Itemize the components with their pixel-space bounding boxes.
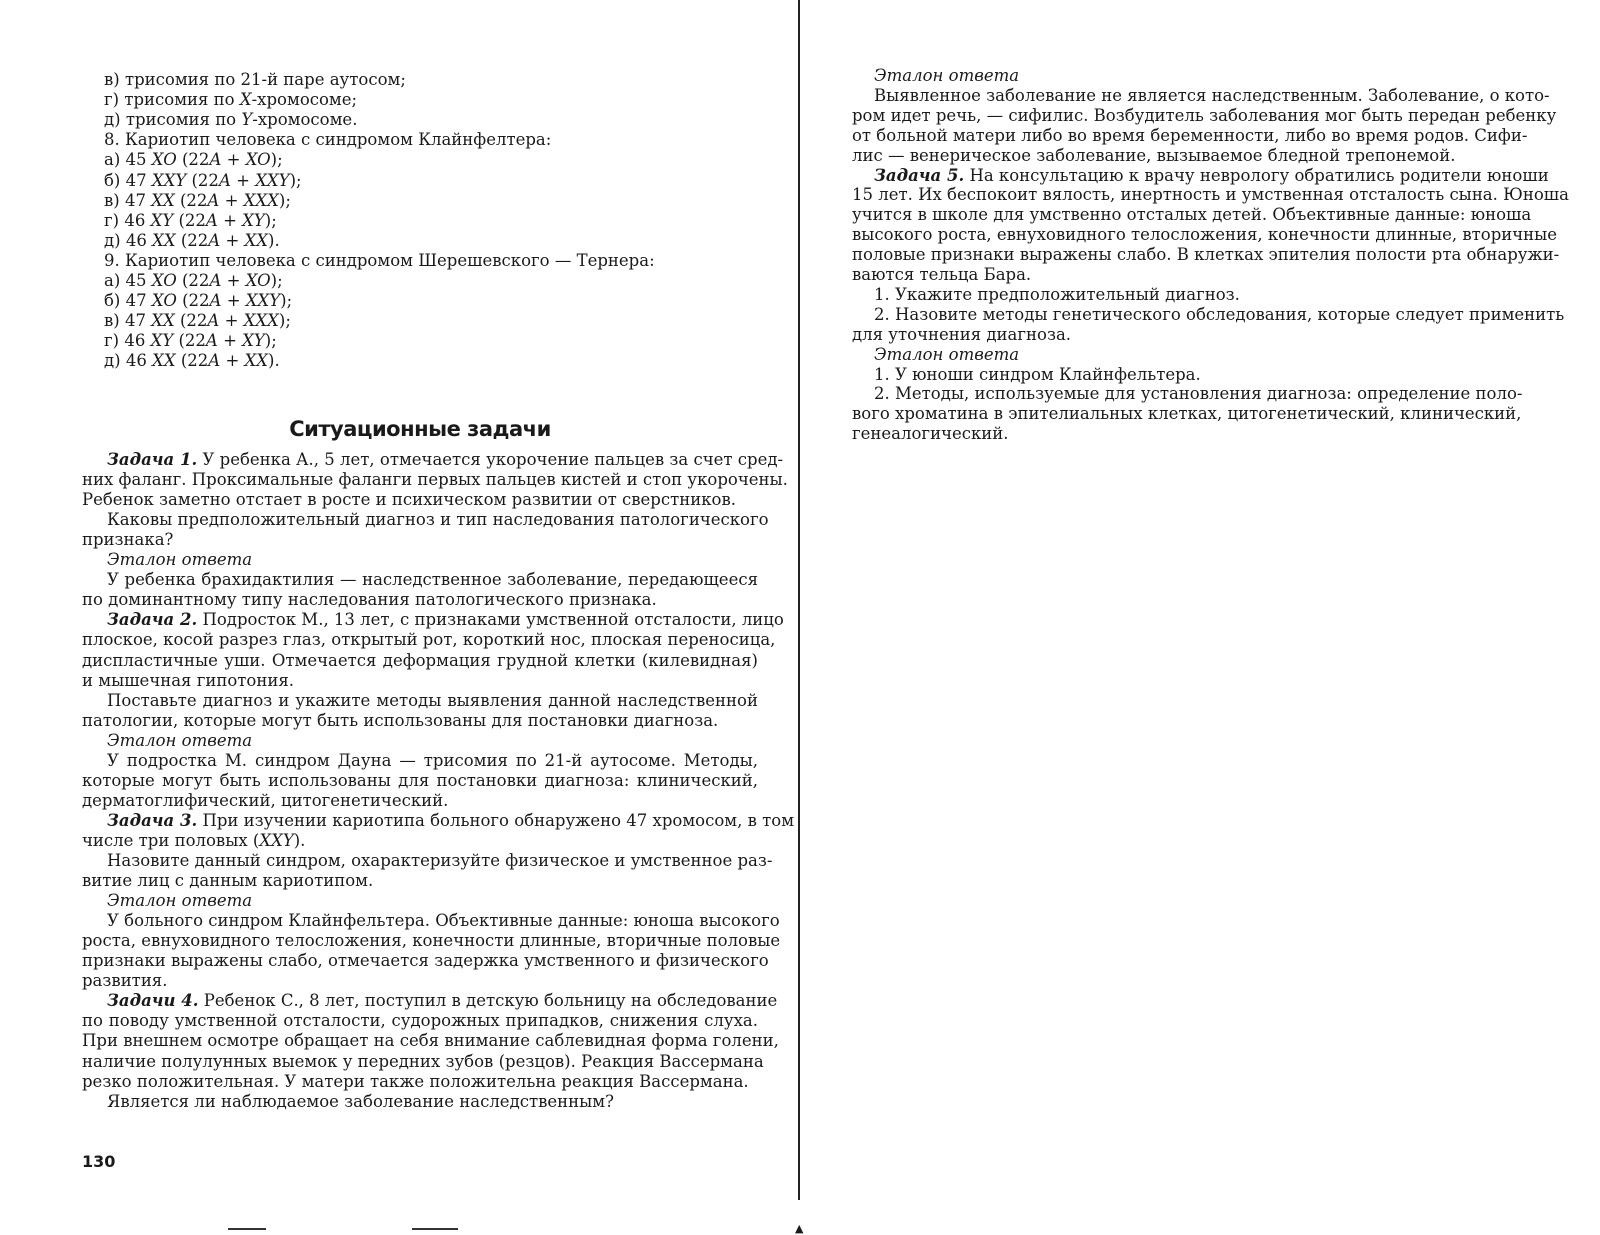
text-fragment: вого хроматина в эпителиальных клетках, цитогенетический, клинический,: [852, 404, 1522, 424]
text-fragment: );: [264, 210, 277, 230]
text-fragment: 1. Укажите предположительный диагноз.: [874, 284, 1240, 304]
text-fragment: Ребенок заметно отстает в росте и психическом развитии от сверстников.: [82, 490, 736, 510]
text-fragment: г) трисомия по: [104, 90, 240, 110]
page-number: 130: [82, 1152, 116, 1171]
text-line: [82, 851, 773, 871]
task-label: Задача 1.: [107, 450, 198, 469]
text-line: [82, 791, 758, 811]
text-line: [82, 1031, 779, 1051]
text-line: [82, 251, 758, 271]
text-fragment: в) трисомия по 21-й паре аутосом;: [104, 70, 406, 89]
text-fragment: в) 47: [104, 190, 152, 210]
text-fragment: 8. Кариотип человека с синдромом Клайнфелтера:: [104, 130, 552, 150]
text-line: [82, 651, 758, 671]
text-fragment: роста, евнуховидного телосложения, конечности длинные, вторичные половые: [82, 931, 781, 951]
text-line: [852, 424, 1520, 444]
text-fragment: (22: [175, 230, 209, 250]
karyotype-symbol: A: [207, 311, 220, 331]
text-fragment: наличие полулунных выемок у передних зубов (резцов). Реакция Вассермана: [82, 1051, 764, 1071]
text-fragment: г) 46: [104, 331, 151, 351]
text-line: [852, 345, 1520, 365]
karyotype-symbol: XY: [150, 210, 174, 230]
text-fragment: витие лиц с данным кариотипом.: [82, 871, 374, 891]
text-fragment: диспластичные уши. Отмечается деформация грудной клетки (килевидная): [82, 650, 758, 670]
text-line: [82, 991, 778, 1011]
text-line: [82, 331, 758, 351]
task-label: Задача 2.: [107, 610, 198, 630]
text-fragment: резко положительная. У матери также положительна реакция Вассермана.: [82, 1071, 749, 1091]
text-line: [82, 630, 776, 650]
text-line: [82, 211, 758, 231]
text-fragment: +: [221, 291, 246, 311]
karyotype-symbol: XY: [242, 331, 265, 351]
text-line: [852, 66, 1520, 86]
text-fragment: -хромосоме;: [251, 90, 358, 110]
karyotype-symbol: A: [205, 210, 218, 230]
text-fragment: +: [219, 190, 244, 210]
text-fragment: ваются тельца Бара.: [852, 265, 1032, 284]
text-fragment: +: [217, 210, 243, 230]
text-fragment: При изучении кариотипа больного обнаружено 47 хромосом, в том: [197, 810, 795, 830]
karyotype-symbol: X: [239, 90, 252, 110]
text-fragment: У ребенка А., 5 лет, отмечается укорочение пальцев за счет сред-: [197, 450, 784, 469]
text-fragment: 2. Методы, используемые для установления диагноза: определение поло-: [874, 384, 1523, 404]
task-label: Задачи 4.: [107, 991, 199, 1011]
text-line: [852, 304, 1565, 325]
text-fragment: У больного синдром Клайнфельтера. Объективные данные: юноша высокого: [107, 911, 780, 931]
text-line: [82, 691, 758, 711]
text-line: [852, 245, 1560, 265]
text-line: [82, 610, 784, 630]
text-line: [82, 590, 758, 610]
answer-label: Эталон ответа: [107, 550, 253, 570]
text-fragment: патологии, которые могут быть использованы для постановки диагноза.: [82, 710, 719, 730]
text-line: [82, 711, 758, 731]
text-fragment: На консультацию к врачу неврологу обратились родители юноши: [964, 165, 1549, 185]
text-fragment: 1. У юноши синдром Клайнфельтера.: [874, 364, 1201, 384]
text-fragment: +: [230, 170, 256, 190]
text-fragment: );: [270, 271, 283, 290]
text-line: [82, 771, 758, 791]
text-fragment: );: [278, 190, 291, 210]
karyotype-symbol: A: [209, 271, 222, 290]
text-fragment: плоское, косой разрез глаз, открытый рот, короткий нос, плоская переносица,: [82, 630, 776, 650]
text-line: [82, 470, 788, 490]
text-fragment: ).: [268, 351, 280, 371]
text-fragment: д) трисомия по: [104, 110, 242, 130]
text-fragment: половые признаки выражены слабо. В клетках эпителия полости рта обнаружи-: [852, 245, 1560, 265]
text-fragment: ).: [293, 830, 306, 850]
text-fragment: );: [289, 170, 302, 190]
text-fragment: -хромосоме.: [252, 110, 358, 130]
text-fragment: б) 47: [104, 170, 152, 190]
text-line: [82, 130, 758, 150]
text-fragment: );: [270, 150, 283, 170]
text-fragment: в) 47: [104, 311, 152, 331]
text-line: [82, 891, 758, 911]
karyotype-symbol: XXY: [151, 170, 187, 190]
text-fragment: а) 45: [104, 271, 152, 290]
text-fragment: для уточнения диагноза.: [852, 324, 1072, 344]
text-fragment: генеалогический.: [852, 424, 1009, 444]
text-line: [82, 1011, 758, 1031]
text-fragment: и мышечная гипотония.: [82, 670, 294, 690]
text-line: [82, 731, 758, 751]
text-line: [852, 125, 1528, 146]
text-fragment: Является ли наблюдаемое заболевание наследственным?: [107, 1091, 614, 1111]
answer-label: Эталон ответа: [874, 66, 1020, 85]
answer-label: Эталон ответа: [874, 344, 1020, 364]
text-fragment: +: [221, 150, 246, 170]
text-line: [82, 931, 781, 951]
text-line: [82, 1051, 764, 1072]
text-fragment: Выявленное заболевание не является наследственным. Заболевание, о кото-: [874, 85, 1550, 105]
karyotype-symbol: XO: [151, 150, 177, 170]
scan-mark: [228, 1228, 266, 1230]
karyotype-symbol: XXY: [259, 830, 294, 850]
karyotype-symbol: XY: [242, 210, 265, 230]
text-fragment: (22: [186, 170, 219, 190]
karyotype-symbol: XX: [151, 311, 175, 331]
text-fragment: лис — венерическое заболевание, вызываемое бледной трепонемой.: [852, 145, 1456, 165]
text-line: [82, 191, 758, 211]
text-fragment: высокого роста, евнуховидного телосложения, конечности длинные, вторичные: [852, 225, 1558, 245]
text-line: [852, 146, 1520, 166]
text-fragment: );: [278, 311, 291, 331]
text-line: [82, 570, 758, 590]
text-fragment: (22: [176, 271, 210, 290]
karyotype-symbol: XO: [245, 150, 271, 170]
text-line: [82, 911, 780, 931]
text-fragment: +: [221, 271, 246, 290]
text-fragment: );: [264, 331, 277, 351]
section-heading: Ситуационные задачи: [289, 417, 551, 441]
text-fragment: (22: [173, 331, 206, 351]
karyotype-symbol: XXX: [243, 311, 279, 331]
text-fragment: д) 46: [104, 230, 153, 250]
text-line: [82, 171, 758, 191]
text-line: [82, 951, 769, 971]
text-fragment: При внешнем осмотре обращает на себя внимание саблевидная форма голени,: [82, 1031, 779, 1051]
karyotype-symbol: XY: [150, 331, 174, 351]
text-line: [82, 810, 795, 831]
text-fragment: числе три половых (: [82, 830, 260, 850]
text-line: [82, 231, 758, 251]
text-fragment: +: [217, 331, 243, 351]
text-line: [82, 871, 758, 891]
text-line: [82, 351, 758, 371]
text-fragment: +: [220, 351, 245, 371]
karyotype-symbol: XX: [152, 351, 176, 371]
text-line: [852, 225, 1558, 245]
text-fragment: У подростка М. синдром Дауна — трисомия по 21-й аутосоме. Методы,: [107, 750, 758, 770]
text-line: [852, 85, 1550, 106]
karyotype-symbol: XX: [244, 351, 269, 371]
text-fragment: ).: [268, 230, 280, 250]
text-line: [82, 530, 758, 550]
karyotype-symbol: A: [208, 230, 221, 250]
karyotype-symbol: A: [205, 331, 218, 351]
text-fragment: а) 45: [104, 150, 152, 170]
text-fragment: (22: [175, 351, 209, 371]
text-fragment: них фаланг. Проксимальные фаланги первых пальцев кистей и стоп укорочены.: [82, 470, 788, 490]
text-fragment: от больной матери либо во время беременности, либо во время родов. Сифи-: [852, 125, 1528, 145]
scan-mark: [412, 1228, 458, 1230]
karyotype-symbol: A: [209, 291, 222, 311]
text-line: [852, 325, 1520, 345]
text-line: [82, 110, 758, 130]
arrow-mark-icon: ▲: [795, 1222, 804, 1235]
karyotype-symbol: Y: [241, 110, 253, 130]
text-fragment: 9. Кариотип человека с синдромом Шерешевского — Тернера:: [104, 250, 655, 270]
text-fragment: +: [219, 311, 244, 331]
karyotype-symbol: A: [209, 150, 222, 170]
text-line: [82, 550, 758, 570]
text-line: [852, 105, 1557, 126]
text-fragment: по доминантному типу наследования патологического признака.: [82, 590, 657, 610]
karyotype-symbol: XO: [151, 291, 177, 311]
text-fragment: 15 лет. Их беспокоит вялость, инертность и умственная отсталость сына. Юноша: [852, 185, 1569, 205]
text-line: [82, 1072, 758, 1092]
karyotype-symbol: XO: [151, 271, 177, 290]
answer-label: Эталон ответа: [107, 891, 253, 911]
text-line: [82, 70, 758, 90]
karyotype-symbol: A: [218, 170, 231, 190]
text-fragment: развития.: [82, 971, 168, 991]
text-fragment: (22: [174, 190, 208, 210]
text-line: [82, 671, 758, 691]
text-fragment: Назовите данный синдром, охарактеризуйте физическое и умственное раз-: [107, 851, 773, 870]
karyotype-symbol: XX: [244, 230, 269, 250]
text-fragment: (22: [176, 150, 210, 170]
text-line: [852, 285, 1520, 305]
task-label: Задача 5.: [874, 165, 965, 185]
text-fragment: которые могут быть использованы для постановки диагноза: клинический,: [82, 770, 758, 790]
text-fragment: Ребенок С., 8 лет, поступил в детскую больницу на обследование: [198, 991, 778, 1011]
text-line: [82, 971, 758, 991]
text-line: [852, 404, 1520, 424]
text-fragment: б) 47: [104, 291, 152, 311]
text-line: [82, 150, 758, 170]
text-fragment: У ребенка брахидактилия — наследственное заболевание, передающееся: [107, 570, 758, 590]
text-fragment: 2. Назовите методы генетического обследования, которые следует применить: [874, 304, 1565, 324]
text-fragment: ром идет речь, — сифилис. Возбудитель заболевания мог быть передан ребенку: [852, 105, 1557, 125]
text-line: [82, 510, 769, 530]
text-fragment: Каковы предположительный диагноз и тип наследования патологического: [107, 510, 769, 530]
text-line: [82, 1092, 758, 1112]
karyotype-symbol: A: [208, 351, 221, 371]
text-line: [852, 165, 1549, 186]
karyotype-symbol: XX: [151, 190, 175, 210]
text-fragment: дерматоглифический, цитогенетический.: [82, 790, 449, 810]
karyotype-symbol: XO: [245, 271, 271, 290]
karyotype-symbol: A: [207, 190, 220, 210]
karyotype-symbol: XXY: [255, 170, 290, 190]
text-line: [82, 291, 758, 311]
text-line: [82, 751, 758, 771]
text-fragment: Подросток М., 13 лет, с признаками умственной отсталости, лицо: [197, 610, 784, 630]
text-line: [852, 265, 1520, 285]
text-line: [82, 450, 784, 470]
text-line: [852, 365, 1520, 385]
karyotype-symbol: XXY: [245, 291, 281, 311]
text-fragment: Поставьте диагноз и укажите методы выявления данной наследственной: [107, 690, 758, 710]
text-line: [82, 311, 758, 331]
text-fragment: д) 46: [104, 351, 153, 371]
karyotype-symbol: XX: [152, 230, 176, 250]
text-fragment: (22: [176, 291, 210, 311]
text-line: [82, 271, 758, 291]
task-label: Задача 3.: [107, 810, 198, 830]
text-fragment: признака?: [82, 530, 174, 550]
answer-label: Эталон ответа: [107, 730, 253, 750]
text-line: [852, 384, 1523, 404]
karyotype-symbol: XXX: [243, 190, 279, 210]
text-line: [82, 831, 758, 851]
text-fragment: признаки выражены слабо, отмечается задержка умственного и физического: [82, 951, 769, 971]
text-line: [852, 205, 1532, 225]
text-fragment: учится в школе для умственно отсталых детей. Объективные данные: юноша: [852, 205, 1532, 225]
page-gutter: [798, 0, 800, 1200]
text-fragment: (22: [173, 210, 206, 230]
text-line: [82, 490, 758, 510]
text-fragment: по поводу умственной отсталости, судорожных припадков, снижения слуха.: [82, 1011, 758, 1031]
text-fragment: г) 46: [104, 210, 151, 230]
text-fragment: );: [280, 291, 293, 311]
text-fragment: (22: [174, 311, 208, 331]
text-line: [852, 185, 1569, 205]
text-line: [82, 90, 758, 110]
text-fragment: +: [220, 230, 245, 250]
